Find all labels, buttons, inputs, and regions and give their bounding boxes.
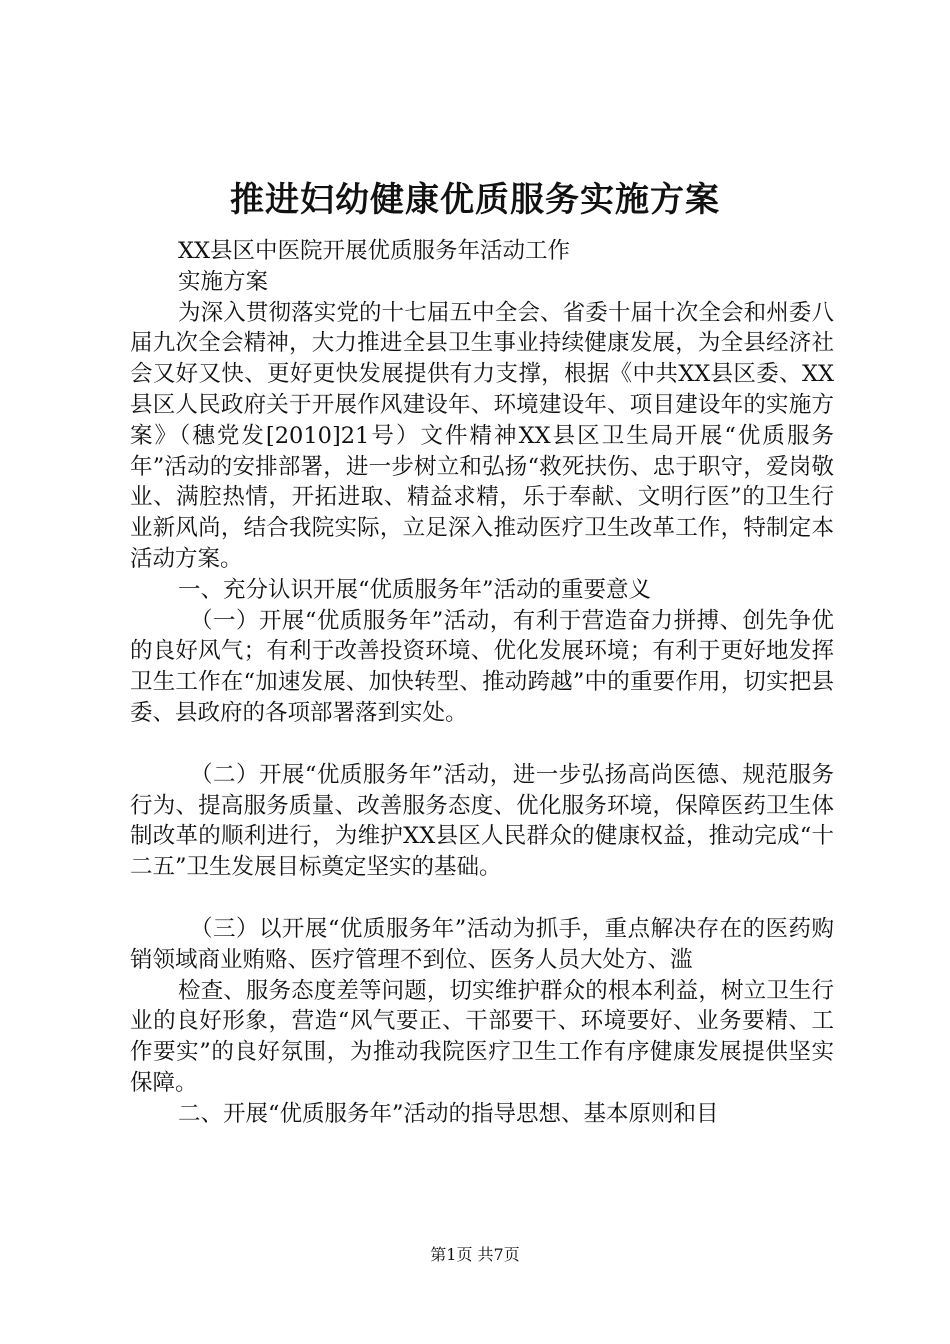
intro-paragraph: 为深入贯彻落实党的十七届五中全会、省委十届十次全会和州委八届九次全会精神，大力推进全县卫生事业持续健康发展，为全县经济社会又好又快、更好更快发展提供有力支撑，根据《中共XX县区委、XX县区人民政府关于开展作风建设年、环境建设年、项目建设年的实施方案》（穗党发[2010]21号）文件精神XX县区卫生局开展“优质服务年”活动的安排部署，进一步树立和弘扬“救死扶伤、忠于职守，爱岗敬业、满腔热情，开拓进取、精益求精，乐于奉献、文明行医”的卫生行业新风尚，结合我院实际，立足深入推动医疗卫生改革工作，特制定本活动方案。 [130,299,834,572]
document-body [130,236,834,1130]
item-paragraph-3: （三）以开展“优质服务年”活动为抓手，重点解决存在的医药购销领域商业贿赂、医疗管理不到位、医务人员大处方、滥 [130,915,834,973]
document-title: 推进妇幼健康优质服务实施方案 [230,180,720,220]
section-heading-1: 一、充分认识开展“优质服务年”活动的重要意义 [178,576,652,603]
subtitle-line-2: 实施方案 [178,268,269,295]
subtitle-line-1: XX县区中医院开展优质服务年活动工作 [178,238,571,264]
item-paragraph-3-continued: 检查、服务态度差等问题，切实维护群众的根本利益，树立卫生行业的良好形象，营造“风气要正、干部要干、环境要好、业务要精、工作要实”的良好氛围，为推动我院医疗卫生工作有序健康发展提供坚实保障。 [130,977,834,1096]
paragraph-spacer [130,729,834,760]
page-number-footer: 第1页 共7页 [430,1245,520,1264]
section-heading-2: 二、开展“优质服务年”活动的指导思想、基本原则和目 [178,1100,719,1127]
item-paragraph-1: （一）开展“优质服务年”活动，有利于营造奋力拼搏、创先争优的良好风气；有利于改善投资环境、优化发展环境；有利于更好地发挥卫生工作在“加速发展、加快转型、推动跨越”中的重要作用，切实把县委、县政府的各项部署落到实处。 [130,607,834,726]
item-paragraph-2: （二）开展“优质服务年”活动，进一步弘扬高尚医德、规范服务行为、提高服务质量、改善服务态度、优化服务环境，保障医药卫生体制改革的顺利进行，为维护XX县区人民群众的健康权益，推动完成“十二五”卫生发展目标奠定坚实的基础。 [130,761,834,881]
paragraph-spacer [130,883,834,914]
